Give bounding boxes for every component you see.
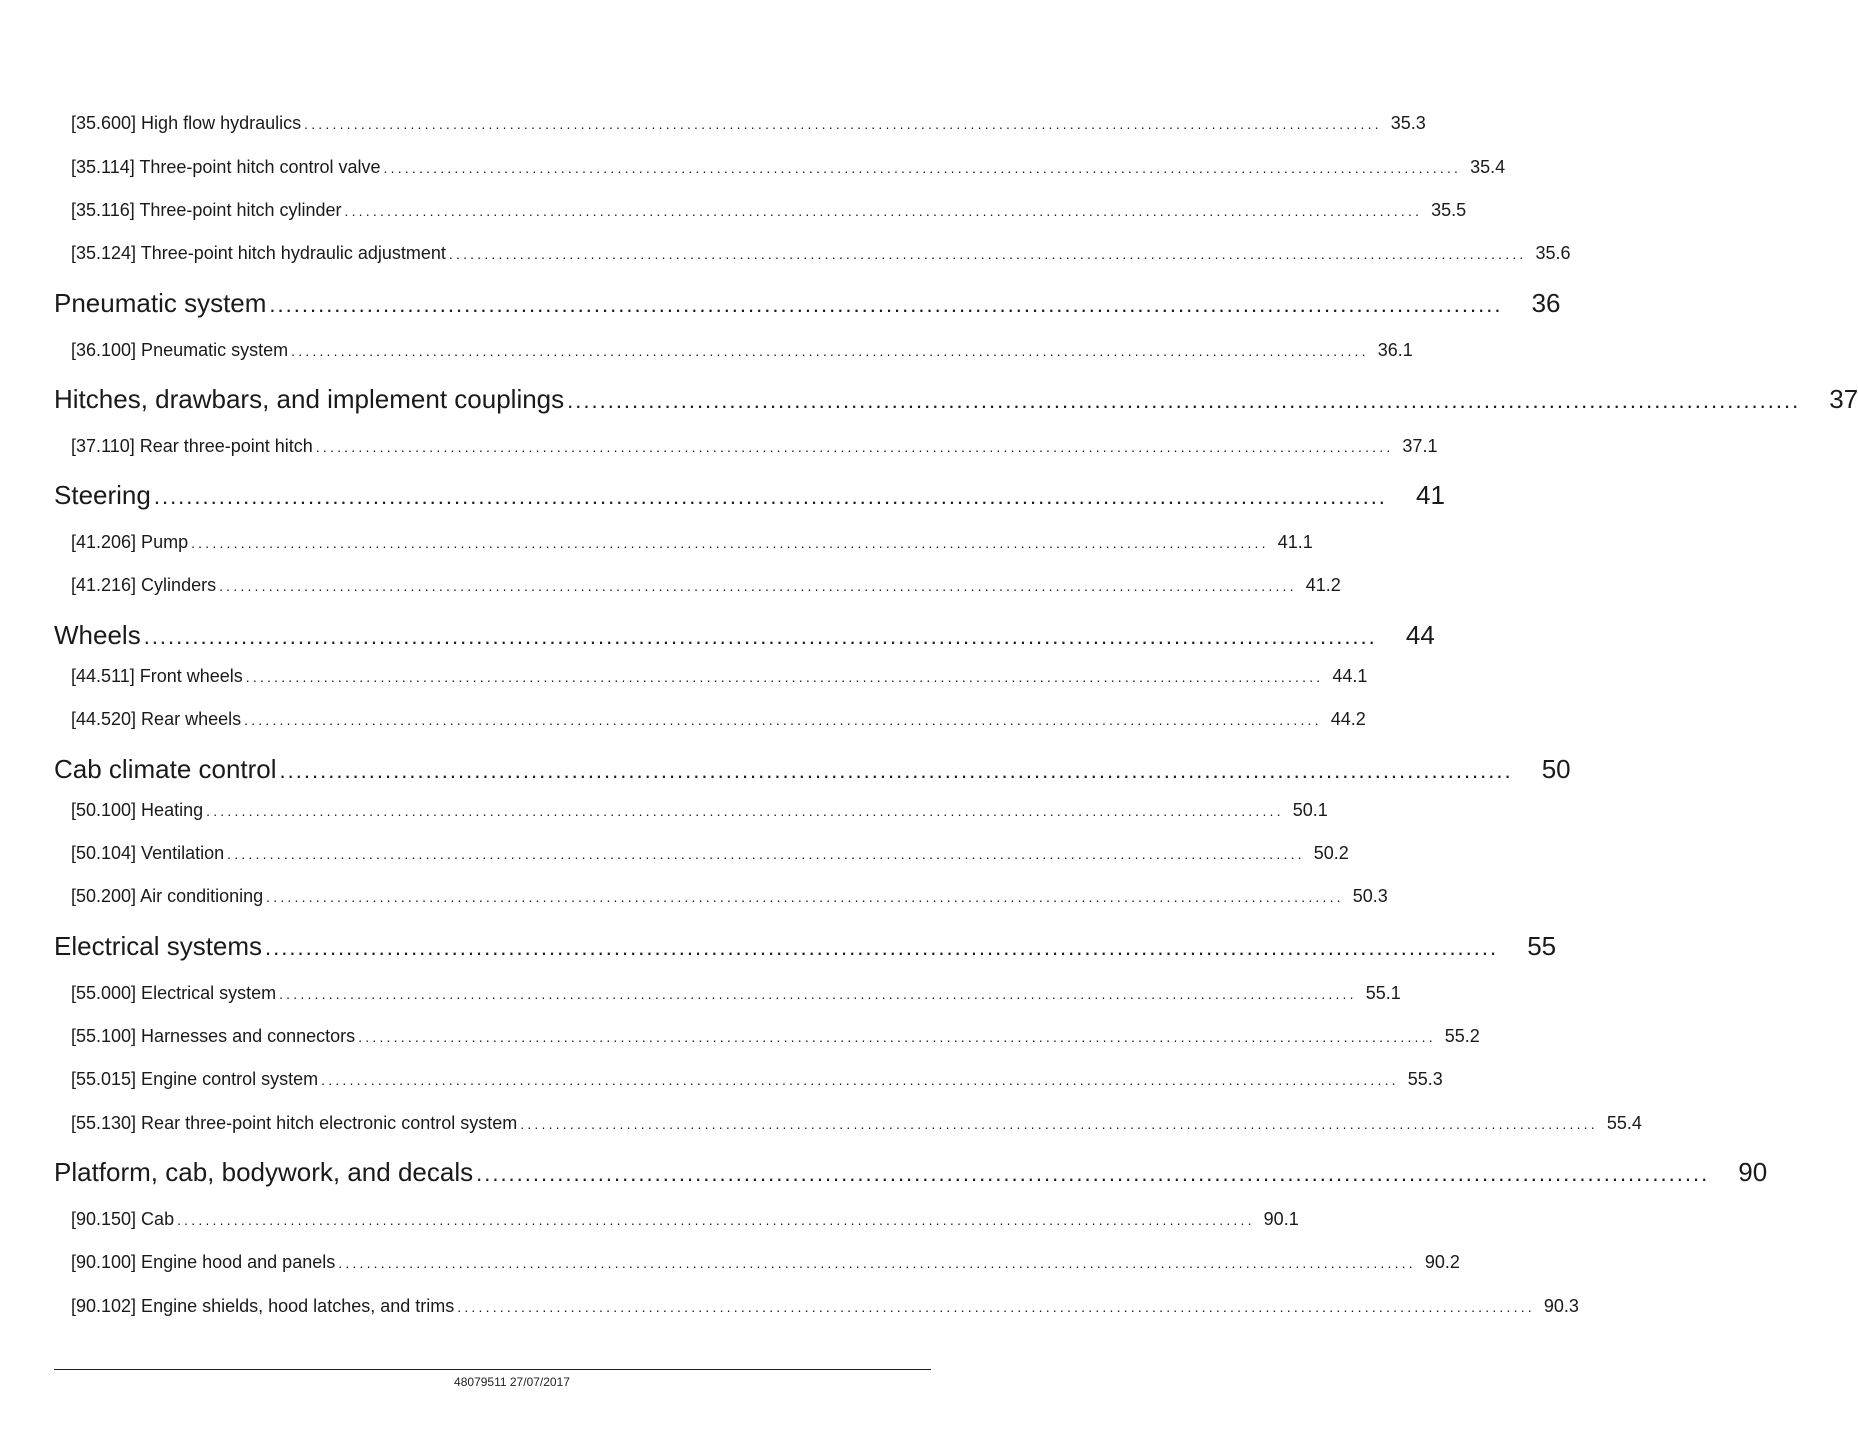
toc-entry[interactable] <box>71 532 1313 553</box>
toc-leader-dots: ........................................................................................................................................................ <box>245 669 1324 685</box>
toc-leader-dots: ........................................................................................................................................................ <box>244 712 1322 728</box>
toc-section[interactable] <box>54 620 1435 651</box>
toc-section-title: Electrical systems <box>54 931 263 961</box>
footer-text: 48079511 27/07/2017 <box>454 1375 570 1389</box>
toc-entry-page: 55.3 <box>1407 1069 1443 1089</box>
toc-entry-title: [41.206] Pump <box>71 532 189 552</box>
toc-section-page: 55 <box>1527 931 1557 961</box>
toc-entry-title: [55.015] Engine control system <box>71 1069 319 1089</box>
toc-leader-dots: ........................................................................................................................................................ <box>520 1116 1598 1132</box>
toc-entry-page: 50.2 <box>1313 843 1349 863</box>
toc-entry-title: [55.130] Rear three-point hitch electronic control system <box>71 1113 518 1133</box>
toc-entry-title: [37.110] Rear three-point hitch <box>71 436 313 456</box>
toc-leader-dots: ........................................................................................................................................................ <box>344 203 1423 219</box>
toc-section-title: Steering <box>54 480 151 510</box>
toc-entry-page: 90.3 <box>1543 1296 1579 1316</box>
toc-section-page: 37 <box>1829 384 1858 414</box>
toc-entry-page: 55.1 <box>1365 983 1401 1003</box>
toc-leader-dots: ........................................................................................................................................................ <box>321 1072 1399 1088</box>
toc-leader-dots: ........................................................................................................................................................ <box>191 535 1269 551</box>
toc-entry-page: 35.3 <box>1390 113 1426 133</box>
toc-entry[interactable] <box>71 243 1571 264</box>
toc-leader-dots: ........................................................................................................................................................ <box>143 624 1377 649</box>
toc-entry[interactable] <box>71 1209 1299 1230</box>
toc-section-page: 36 <box>1531 288 1561 318</box>
toc-leader-dots: ........................................................................................................................................................ <box>383 160 1462 176</box>
toc-entry[interactable] <box>71 1069 1443 1090</box>
toc-entry-title: [35.114] Three-point hitch control valve <box>71 157 381 177</box>
toc-entry[interactable] <box>71 886 1388 907</box>
toc-leader-dots: ........................................................................................................................................................ <box>476 1161 1710 1186</box>
toc-entry-page: 50.1 <box>1292 800 1328 820</box>
toc-entry-title: [55.000] Electrical system <box>71 983 277 1003</box>
toc-entry-page: 41.1 <box>1277 532 1313 552</box>
toc-entry-page: 44.2 <box>1330 709 1366 729</box>
toc-section-title: Pneumatic system <box>54 288 267 318</box>
toc-section-title: Wheels <box>54 620 141 650</box>
toc-entry[interactable] <box>71 800 1328 821</box>
toc-section[interactable] <box>54 480 1445 511</box>
toc-entry[interactable] <box>71 843 1349 864</box>
toc-entry-title: [36.100] Pneumatic system <box>71 340 289 360</box>
toc-section-page: 90 <box>1738 1157 1768 1187</box>
toc-section[interactable] <box>54 754 1571 785</box>
toc-entry-page: 55.2 <box>1444 1026 1480 1046</box>
toc-entry-title: [35.124] Three-point hitch hydraulic adjustment <box>71 243 446 263</box>
toc-section-page: 50 <box>1541 754 1571 784</box>
toc-entry[interactable] <box>71 666 1368 687</box>
toc-leader-dots: ........................................................................................................................................................ <box>177 1212 1255 1228</box>
toc-entry-title: [44.511] Front wheels <box>71 666 243 686</box>
toc-entry-page: 35.5 <box>1431 200 1467 220</box>
toc-entry-title: [35.116] Three-point hitch cylinder <box>71 200 342 220</box>
toc-leader-dots: ........................................................................................................................................................ <box>227 846 1305 862</box>
toc-leader-dots: ........................................................................................................................................................ <box>266 889 1344 905</box>
toc-leader-dots: ........................................................................................................................................................ <box>315 439 1394 455</box>
toc-entry[interactable] <box>71 1113 1642 1134</box>
toc-entry[interactable] <box>71 1296 1579 1317</box>
toc-entry-title: [41.216] Cylinders <box>71 575 217 595</box>
toc-entry-page: 55.4 <box>1606 1113 1642 1133</box>
toc-entry-title: [90.102] Engine shields, hood latches, and trims <box>71 1296 455 1316</box>
toc-entry-page: 41.2 <box>1305 575 1341 595</box>
toc-entry-page: 44.1 <box>1332 666 1368 686</box>
toc-entry[interactable] <box>71 983 1401 1004</box>
toc-entry-page: 36.1 <box>1377 340 1413 360</box>
toc-section-title: Platform, cab, bodywork, and decals <box>54 1157 474 1187</box>
toc-entry-title: [44.520] Rear wheels <box>71 709 242 729</box>
toc-entry-title: [90.150] Cab <box>71 1209 175 1229</box>
toc-leader-dots: ........................................................................................................................................................ <box>206 803 1284 819</box>
toc-entry-page: 90.2 <box>1424 1252 1460 1272</box>
toc-entry[interactable] <box>71 1026 1480 1047</box>
toc-entry-title: [50.104] Ventilation <box>71 843 225 863</box>
toc-entry-page: 90.1 <box>1263 1209 1299 1229</box>
toc-section-page: 41 <box>1416 480 1445 510</box>
toc-section[interactable] <box>54 288 1561 319</box>
toc-entry-title: [50.200] Air conditioning <box>71 886 264 906</box>
toc-entry-title: [90.100] Engine hood and panels <box>71 1252 336 1272</box>
toc-section[interactable] <box>54 931 1557 962</box>
toc-leader-dots: ........................................................................................................................................................ <box>567 388 1801 413</box>
toc-entry-title: [55.100] Harnesses and connectors <box>71 1026 356 1046</box>
toc-entry[interactable] <box>71 1252 1460 1273</box>
toc-section-title: Cab climate control <box>54 754 277 784</box>
toc-entry[interactable] <box>71 200 1467 221</box>
toc-leader-dots: ........................................................................................................................................................ <box>279 758 1513 783</box>
toc-entry-page: 35.6 <box>1535 243 1571 263</box>
toc-leader-dots: ........................................................................................................................................................ <box>338 1255 1416 1271</box>
toc-leader-dots: ........................................................................................................................................................ <box>448 246 1527 262</box>
toc-entry[interactable] <box>71 340 1413 361</box>
toc-leader-dots: ........................................................................................................................................................ <box>457 1299 1535 1315</box>
toc-entry-page: 50.3 <box>1352 886 1388 906</box>
toc-section[interactable] <box>54 1157 1768 1188</box>
toc-entry-page: 35.4 <box>1470 157 1506 177</box>
toc-entry[interactable] <box>71 113 1426 134</box>
toc-leader-dots: ........................................................................................................................................................ <box>265 935 1499 960</box>
toc-entry[interactable] <box>71 157 1506 178</box>
toc-entry-page: 37.1 <box>1402 436 1438 456</box>
toc-entry-title: [35.600] High flow hydraulics <box>71 113 302 133</box>
toc-leader-dots: ........................................................................................................................................................ <box>269 292 1503 317</box>
toc-entry[interactable] <box>71 575 1341 596</box>
footer-divider <box>54 1369 931 1370</box>
toc-entry-title: [50.100] Heating <box>71 800 204 820</box>
toc-leader-dots: ........................................................................................................................................................ <box>291 343 1369 359</box>
toc-entry[interactable] <box>71 436 1438 457</box>
toc-entry[interactable] <box>71 709 1366 730</box>
toc-section[interactable] <box>54 384 1858 415</box>
toc-leader-dots: ........................................................................................................................................................ <box>219 578 1297 594</box>
toc-section-title: Hitches, drawbars, and implement couplings <box>54 384 565 414</box>
toc-leader-dots: ........................................................................................................................................................ <box>358 1029 1436 1045</box>
toc-section-page: 44 <box>1405 620 1435 650</box>
toc-leader-dots: ........................................................................................................................................................ <box>304 116 1382 132</box>
toc-leader-dots: ........................................................................................................................................................ <box>153 484 1387 509</box>
toc-leader-dots: ........................................................................................................................................................ <box>279 986 1357 1002</box>
